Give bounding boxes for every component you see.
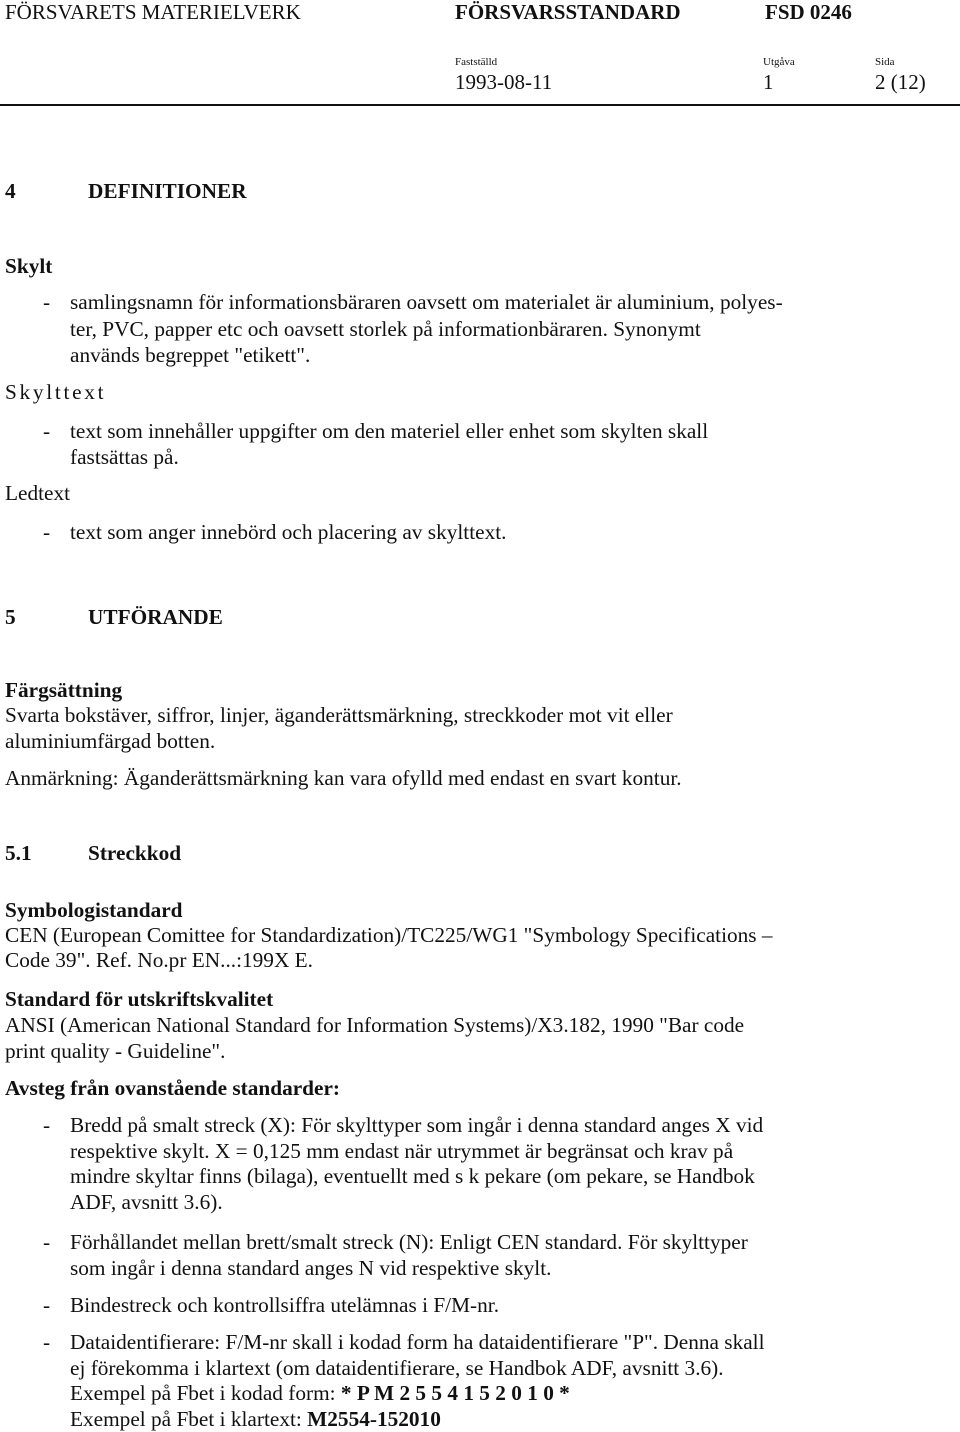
list-item xyxy=(43,1292,499,1318)
list-item-line: mindre skyltar finns (bilaga), eventuellt med s k pekare (om pekare, se Handbok xyxy=(70,1164,755,1189)
section-number: 5.1 xyxy=(5,841,32,865)
list-item-line: Förhållandet mellan brett/smalt streck (N): Enligt CEN standard. För skylttyper xyxy=(70,1230,748,1254)
list-marker: - xyxy=(43,1330,51,1354)
subheading: Standard för utskriftskvalitet xyxy=(5,987,274,1011)
list-item xyxy=(43,1113,763,1216)
document-number: FSD 0246 xyxy=(765,0,852,24)
list-marker: - xyxy=(43,1293,51,1317)
example-line xyxy=(70,1381,765,1407)
list-item-line: ADF, avsnitt 3.6). xyxy=(70,1190,223,1215)
paragraph xyxy=(5,923,773,973)
section-number: 4 xyxy=(5,179,16,203)
list-item xyxy=(43,1229,748,1281)
term-label: Skylt xyxy=(5,254,53,278)
edition-label: Utgåva xyxy=(763,56,795,68)
list-marker: - xyxy=(43,419,51,443)
subheading: Symbologistandard xyxy=(5,898,183,922)
list-marker: - xyxy=(43,1113,51,1137)
established-date: 1993-08-11 xyxy=(455,70,553,94)
document-type: FÖRSVARSSTANDARD xyxy=(455,0,681,24)
section-title: UTFÖRANDE xyxy=(88,605,223,629)
paragraph-line: CEN (European Comittee for Standardization)/TC225/WG1 "Symbology Specifications – xyxy=(5,923,773,947)
section-number: 5 xyxy=(5,605,16,629)
section-title: Streckkod xyxy=(88,841,182,865)
example-label: Exempel på Fbet i klartext: xyxy=(70,1406,302,1431)
paragraph xyxy=(5,703,673,754)
edition-number: 1 xyxy=(763,70,774,94)
organization-name: FÖRSVARETS MATERIELVERK xyxy=(5,0,301,24)
paragraph-line: Svarta bokstäver, siffror, linjer, äganderättsmärkning, streckkoder mot vit eller xyxy=(5,703,673,727)
example-value: M2554-152010 xyxy=(307,1406,441,1431)
definition-line: fastsättas på. xyxy=(70,445,179,469)
section-heading xyxy=(5,604,223,630)
definition-item xyxy=(43,519,506,545)
term-label: Skylttext xyxy=(5,380,107,404)
section-title: DEFINITIONER xyxy=(88,179,247,203)
example-label: Exempel på Fbet i kodad form: xyxy=(70,1381,336,1405)
list-marker: - xyxy=(43,520,51,544)
section-heading xyxy=(5,840,181,866)
header-rule xyxy=(0,104,960,106)
page-label: Sida xyxy=(875,56,895,68)
list-item-line: som ingår i denna standard anges N vid respektive skylt. xyxy=(70,1256,552,1280)
list-item-line: Bindestreck och kontrollsiffra utelämnas i F/M-nr. xyxy=(70,1293,500,1317)
term-label: Ledtext xyxy=(5,481,71,505)
list-marker: - xyxy=(43,290,51,314)
page-number: 2 (12) xyxy=(875,70,926,94)
paragraph xyxy=(5,1012,744,1064)
paragraph-line: print quality - Guideline". xyxy=(5,1039,226,1063)
paragraph-line: aluminiumfärgad botten. xyxy=(5,728,216,753)
list-item-line: Dataidentifierare: F/M-nr skall i kodad form ha dataidentifierare "P". Denna skall xyxy=(70,1330,765,1354)
list-item xyxy=(43,1330,765,1432)
example-value: * P M 2 5 5 4 1 5 2 0 1 0 * xyxy=(340,1381,570,1405)
list-item-line: Bredd på smalt streck (X): För skylttyper som ingår i denna standard anges X vid xyxy=(70,1113,764,1137)
definition-line: text som anger innebörd och placering av skylttext. xyxy=(70,520,507,544)
paragraph-line: Code 39". Ref. No.pr EN...:199X E. xyxy=(5,948,313,972)
list-item-line: ej förekomma i klartext (om dataidentifierare, se Handbok ADF, avsnitt 3.6). xyxy=(70,1355,724,1380)
established-label: Fastställd xyxy=(455,56,498,68)
subheading: Färgsättning xyxy=(5,678,123,702)
note: Anmärkning: Äganderättsmärkning kan vara ofylld med endast en svart kontur. xyxy=(5,766,682,790)
definition-line: ter, PVC, papper etc och oavsett storlek på informationbäraren. Synonymt xyxy=(70,316,701,341)
definition-line: samlingsnamn för informationsbäraren oavsett om materialet är aluminium, polyes- xyxy=(70,290,783,314)
list-item-line: respektive skylt. X = 0,125 mm endast när utrymmet är begränsat och krav på xyxy=(70,1138,734,1163)
example-line xyxy=(70,1407,765,1432)
definition-line: används begreppet "etikett". xyxy=(70,343,311,367)
definition-item xyxy=(43,418,708,470)
definition-item xyxy=(43,289,783,369)
definition-line: text som innehåller uppgifter om den materiel eller enhet som skylten skall xyxy=(70,419,709,443)
paragraph-line: ANSI (American National Standard for Information Systems)/X3.182, 1990 "Bar code xyxy=(5,1013,745,1037)
subheading: Avsteg från ovanstående standarder: xyxy=(5,1076,341,1100)
section-heading xyxy=(5,178,247,204)
list-marker: - xyxy=(43,1230,51,1254)
